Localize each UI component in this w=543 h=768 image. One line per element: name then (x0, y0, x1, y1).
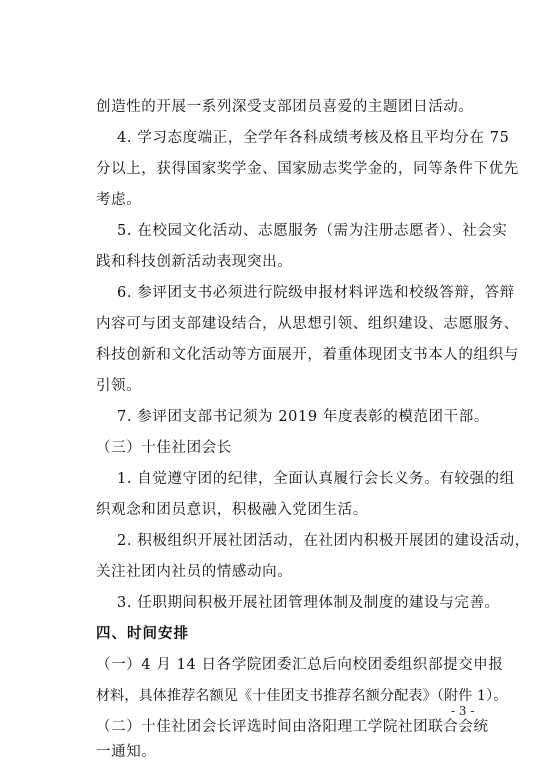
text-line-8: 内容可与团支部建设结合，从思想引领、组织建设、志愿服务、 (96, 316, 519, 332)
section-heading-club-leaders: （三）十佳社团会长 (96, 440, 232, 456)
text-line-3: 分以上，获得国家奖学金、国家励志奖学金的，同等条件下优先 (96, 161, 519, 177)
text-line-21: （二）十佳社团会长评选时间由洛阳理工学院社团联合会统 (96, 719, 489, 735)
text-line-6: 践和科技创新活动表现突出。 (96, 254, 293, 270)
text-line-20: 材料，具体推荐名额见《十佳团支书推荐名额分配表》（附件 1）。 (96, 688, 508, 704)
text-line-1: 创造性的开展一系列深受支部团员喜爱的主题团日活动。 (96, 99, 474, 115)
text-line-5: 5. 在校园文化活动、志愿服务（需为注册志愿者）、社会实 (117, 223, 508, 239)
text-line-15: 2. 积极组织开展社团活动，在社团内积极开展团的建设活动， (117, 533, 530, 549)
text-line-13: 1. 自觉遵守团的纪律，全面认真履行会长义务。有较强的组 (117, 471, 515, 487)
page-number: - 3 - (451, 704, 475, 718)
text-line-22: 一通知。 (96, 744, 157, 760)
text-line-2: 4. 学习态度端正，全学年各科成绩考核及格且平均分在 75 (117, 130, 510, 146)
text-line-16: 关注社团内社员的情感动向。 (96, 564, 293, 580)
text-line-4: 考虑。 (96, 192, 142, 208)
text-line-17: 3. 任职期间积极开展社团管理体制及制度的建设与完善。 (117, 595, 500, 611)
text-line-7: 6. 参评团支书必须进行院级申报材料评选和校级答辩，答辩 (117, 285, 515, 301)
text-line-11: 7. 参评团支部书记须为 2019 年度表彰的模范团干部。 (117, 409, 489, 425)
section-heading-schedule: 四、时间安排 (96, 626, 189, 642)
text-line-19: （一）4 月 14 日各学院团委汇总后向校团委组织部提交申报 (96, 657, 504, 673)
text-line-9: 科技创新和文化活动等方面展开，着重体现团支书本人的组织与 (96, 347, 519, 363)
text-line-14: 织观念和团员意识，积极融入党团生活。 (96, 502, 368, 518)
text-line-10: 引领。 (96, 378, 142, 394)
